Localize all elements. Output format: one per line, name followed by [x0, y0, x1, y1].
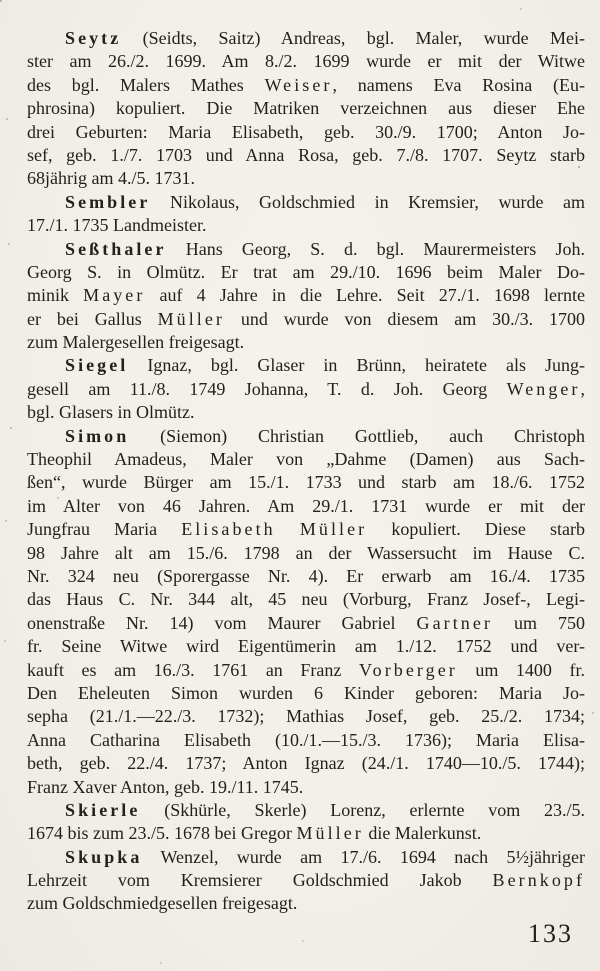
text-run: Hans Georg, S. d. bgl. Maurermeisters Joh.: [166, 238, 585, 259]
entry-skierle: [27, 799, 585, 846]
text-run: 17./1. 1735 Landmeister.: [27, 215, 207, 236]
text-run: 68jährig am 4./5. 1731.: [27, 168, 195, 189]
text-line: [27, 238, 585, 261]
text-run: Wenzel, wurde am 17./6. 1694 nach 5½jähriger: [142, 846, 585, 867]
text-line: [27, 144, 585, 167]
text-run: Ignaz, bgl. Glaser in Brünn, heiratete als Jung-: [128, 355, 585, 376]
text-run: phrosina) kopuliert. Die Matriken verzeichnen aus dieser Ehe: [27, 98, 585, 119]
text-line: [27, 799, 585, 822]
spaced-name: Bernkopf: [492, 870, 585, 891]
text-run: 98 Jahre alt am 15./6. 1798 an der Wassersucht im Hause C.: [27, 542, 585, 563]
text-line: [27, 752, 585, 775]
entry-sessthaler: [27, 238, 585, 355]
text-line: [27, 425, 585, 448]
spaced-name: Mayer: [83, 285, 146, 306]
text-run: (Seidts, Saitz) Andreas, bgl. Maler, wurde Mei-: [121, 28, 585, 48]
entry-skupka: [27, 846, 585, 916]
scan-noise-specks: [0, 0, 2, 2]
text-line: [27, 121, 585, 144]
text-line: [27, 354, 585, 377]
entry-seytz: [27, 27, 585, 191]
text-run: minik: [27, 285, 84, 306]
entry-headword: Seßthaler: [65, 238, 167, 259]
entry-headword: Skupka: [65, 846, 143, 867]
entry-headword: Simon: [65, 425, 130, 446]
text-run: ,: [580, 378, 585, 399]
entry-simon: [27, 425, 585, 799]
text-line: [27, 27, 585, 50]
text-line: [27, 284, 585, 307]
text-run: und wurde von diesem am 30./3. 1700: [224, 308, 585, 329]
text-run: ßen“, wurde Bürger am 15./1. 1733 und starb am 18./6. 1752: [27, 472, 585, 493]
text-run: sef, geb. 1./7. 1703 und Anna Rosa, geb. 7./8. 1707. Seytz starb: [27, 144, 585, 165]
text-line: [27, 822, 585, 845]
spaced-name: Vorberger: [358, 659, 458, 680]
text-line: [27, 542, 585, 565]
text-line: [27, 518, 585, 541]
text-line: [27, 167, 585, 190]
text-run: kopuliert. Diese starb: [367, 519, 585, 540]
spaced-name: Wenger: [506, 378, 581, 399]
text-line: [27, 659, 585, 682]
text-line: [27, 588, 585, 611]
text-line: [27, 471, 585, 494]
text-line: [27, 50, 585, 73]
text-run: das Haus C. Nr. 344 alt, 45 neu (Vorburg, Franz Josef-, Legi-: [27, 589, 585, 610]
spaced-name: Müller: [299, 519, 368, 540]
text-run: kauft es am 16./3. 1761 an Franz: [27, 659, 359, 680]
text-line: [27, 612, 585, 635]
text-run: Anna Catharina Elisabeth (10./1.—15./3. 1736); Maria Elisa-: [27, 729, 585, 750]
text-run: (Siemon) Christian Gottlieb, auch Christoph: [129, 425, 585, 446]
spaced-name: Weiser: [264, 74, 333, 95]
text-run: Den Eheleuten Simon wurden 6 Kinder geboren: Maria Jo-: [27, 682, 585, 703]
text-run: Nr. 324 neu (Sporergasse Nr. 4). Er erwarb am 16./4. 1735: [27, 565, 585, 586]
spaced-name: Gartner: [416, 612, 493, 633]
text-run: im Alter von 46 Jahren. Am 29./1. 1731 wurde er mit der: [27, 495, 585, 516]
text-line: [27, 892, 585, 915]
text-run: onenstraße Nr. 14) vom Maurer Gabriel: [27, 612, 417, 633]
text-line: [27, 682, 585, 705]
text-run: zum Malergesellen freigesagt.: [27, 332, 245, 353]
spaced-name: Müller: [296, 823, 364, 844]
text-line: [27, 261, 585, 284]
text-run: des bgl. Malers Mathes: [27, 74, 265, 95]
text-run: Lehrzeit vom Kremsierer Goldschmied Jakob: [27, 870, 493, 891]
text-line: [27, 191, 585, 214]
text-line: [27, 776, 585, 799]
text-line: [27, 565, 585, 588]
entry-siegel: [27, 354, 585, 424]
text-run: Theophil Amadeus, Maler von „Dahme (Damen) aus Sach-: [27, 449, 585, 470]
text-line: [27, 74, 585, 97]
text-line: [27, 705, 585, 728]
spaced-name: Müller: [157, 308, 225, 329]
text-run: Georg S. in Olmütz. Er trat am 29./10. 1696 beim Maler Do-: [27, 261, 585, 282]
text-run: er bei Gallus: [27, 308, 158, 329]
text-run: gesell am 11./8. 1749 Johanna, T. d. Joh. Georg: [27, 378, 507, 399]
text-run: auf 4 Jahre in die Lehre. Seit 27./1. 1698 lernte: [145, 285, 585, 306]
text-line: [27, 869, 585, 892]
text-line: [27, 635, 585, 658]
entry-headword: Sembler: [65, 191, 151, 212]
page-number: 133: [528, 918, 573, 948]
text-run: [276, 519, 300, 539]
text-line: [27, 308, 585, 331]
text-run: um 750: [492, 612, 585, 633]
text-run: (Skhürle, Skerle) Lorenz, erlernte vom 23./5.: [140, 799, 585, 820]
text-line: [27, 448, 585, 471]
text-block: [27, 27, 585, 916]
text-run: drei Geburten: Maria Elisabeth, geb. 30./9. 1700; Anton Jo-: [27, 121, 585, 142]
text-line: [27, 214, 585, 237]
text-run: 1674 bis zum 23./5. 1678 bei Gregor: [27, 823, 297, 844]
text-run: Nikolaus, Goldschmied in Kremsier, wurde am: [150, 191, 585, 212]
text-run: ster am 26./2. 1699. Am 8./2. 1699 wurde er mit der Witwe: [27, 51, 585, 72]
spaced-name: Elisabeth: [181, 519, 276, 540]
text-run: Jungfrau Maria: [27, 519, 182, 540]
entry-sembler: [27, 191, 585, 238]
text-line: [27, 495, 585, 518]
text-line: [27, 846, 585, 869]
text-line: [27, 97, 585, 120]
entry-headword: Seytz: [65, 28, 122, 48]
entry-headword: Siegel: [65, 355, 129, 376]
text-run: um 1400 fr.: [457, 659, 585, 680]
text-run: fr. Seine Witwe wird Eigentümerin am 1./12. 1752 und ver-: [27, 636, 585, 657]
text-line: [27, 378, 585, 401]
text-run: bgl. Glasers in Olmütz.: [27, 402, 195, 423]
text-line: [27, 331, 585, 354]
text-run: beth, geb. 22./4. 1737; Anton Ignaz (24./1. 1740—10./5. 1744);: [27, 753, 585, 774]
text-line: [27, 729, 585, 752]
text-run: sepha (21./1.—22./3. 1732); Mathias Josef, geb. 25./2. 1734;: [27, 706, 585, 727]
text-run: , namens Eva Rosina (Eu-: [332, 74, 585, 95]
text-line: [27, 401, 585, 424]
text-run: zum Goldschmiedgesellen freigesagt.: [27, 893, 298, 914]
text-run: die Malerkunst.: [363, 823, 482, 844]
entry-headword: Skierle: [65, 799, 141, 820]
text-run: Franz Xaver Anton, geb. 19./11. 1745.: [27, 776, 304, 797]
